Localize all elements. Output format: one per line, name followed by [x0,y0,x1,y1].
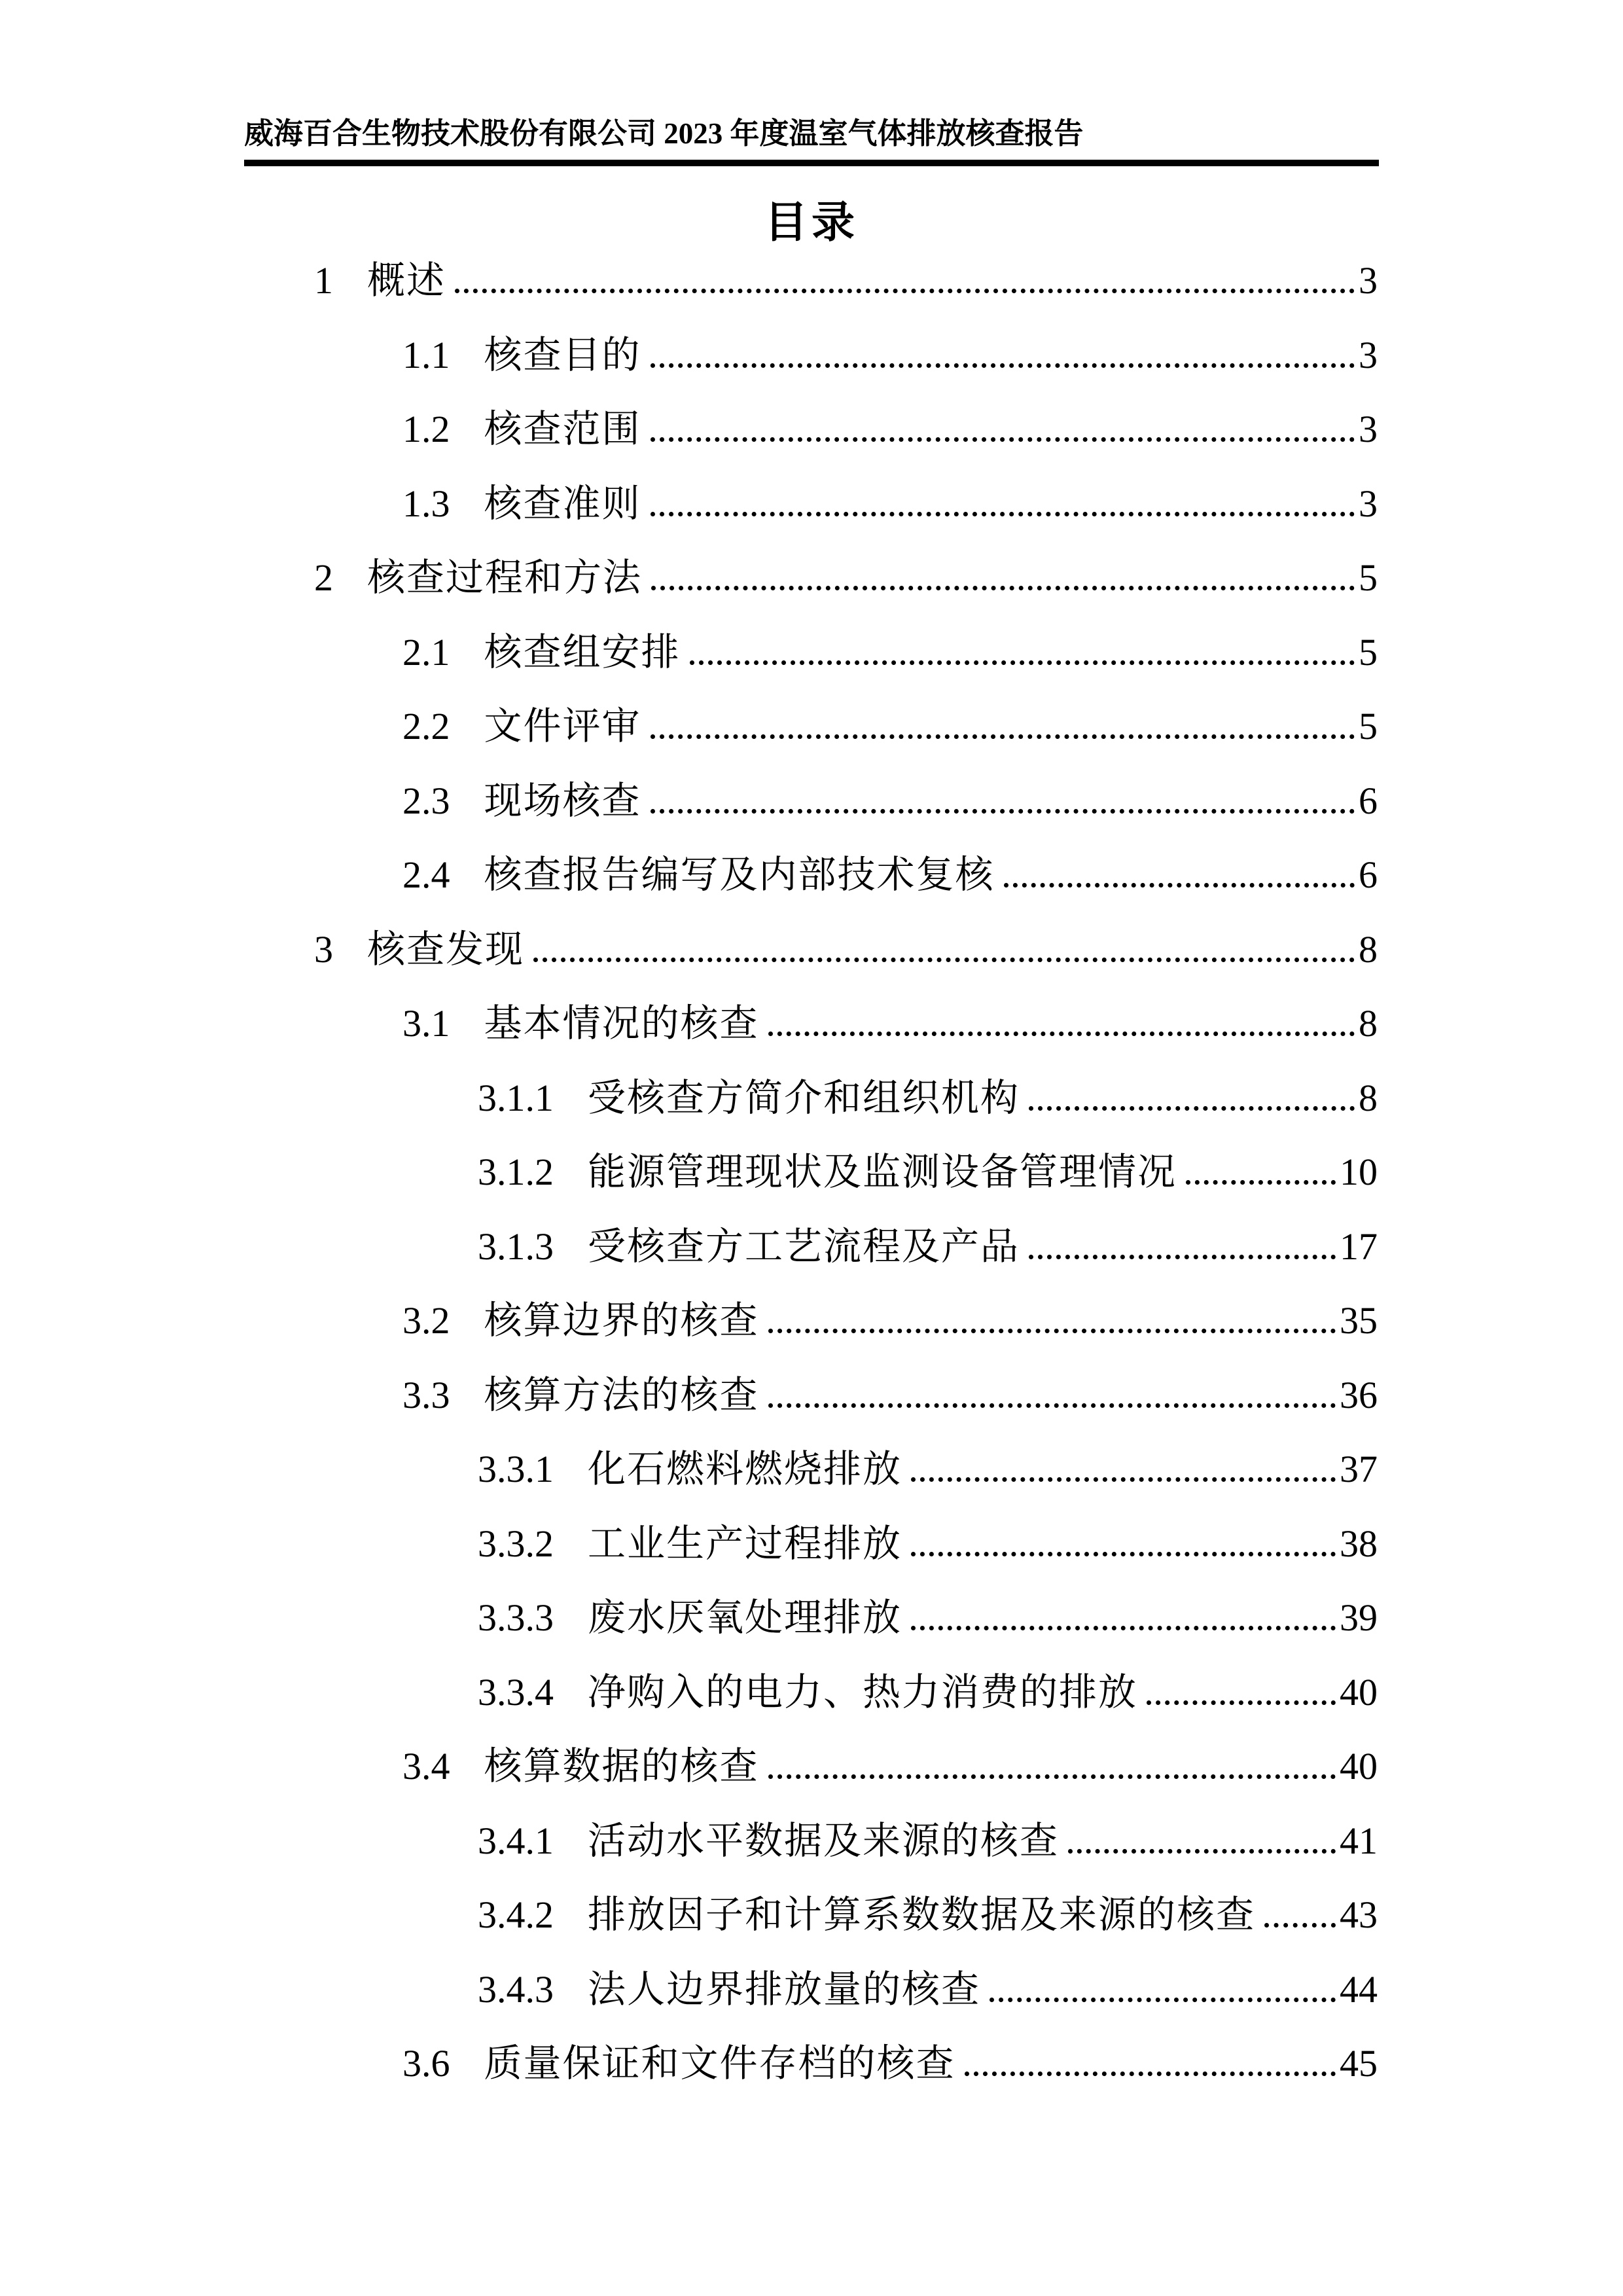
toc-entry-title: 核算数据的核查 [484,1745,759,1787]
toc-entry-page: 37 [1340,1448,1378,1490]
toc-entry[interactable] [245,1061,1378,1136]
toc-entry-page: 6 [1359,779,1378,822]
toc-entry[interactable] [245,689,1378,764]
toc-entry-page: 40 [1340,1745,1378,1787]
toc-entry-page: 39 [1340,1596,1378,1639]
dot-leader [651,809,1355,814]
toc-entry-number: 3.4.3 [478,1967,554,2011]
toc-entry-title: 法人边界排放量的核查 [588,1967,981,2011]
toc-entry-page: 44 [1340,1967,1378,2011]
dot-leader [651,512,1355,516]
toc-entry-page: 3 [1359,333,1378,376]
toc-entry-page: 6 [1359,853,1378,896]
toc-entry-number: 3.3 [402,1373,450,1416]
toc-entry-page: 45 [1340,2042,1378,2085]
toc-entry-number: 2 [314,556,333,599]
dot-leader [965,2072,1336,2076]
toc-entry[interactable] [245,838,1378,912]
dot-leader [1068,1849,1336,1854]
toc-entry-number: 3.3.3 [478,1596,554,1639]
toc-entry-title: 核算方法的核查 [484,1373,759,1416]
header-title: 威海百合生物技术股份有限公司 2023 年度温室气体排放核查报告 [244,117,1084,150]
dot-leader [768,1403,1336,1408]
toc-entry-page: 40 [1340,1670,1378,1713]
toc-entry-title: 排放因子和计算系数数据及来源的核查 [588,1893,1256,1936]
dot-leader [1264,1923,1336,1928]
toc-entry-number: 3.4.2 [478,1893,554,1936]
toc-entry[interactable] [245,1135,1378,1210]
toc-entry-number: 1.2 [402,408,450,450]
dot-leader [651,363,1355,368]
toc-entry[interactable] [245,1283,1378,1358]
toc-entry-page: 43 [1340,1893,1378,1936]
toc-entry-number: 3.6 [402,2042,450,2085]
dot-leader [651,586,1355,590]
toc-entry-title: 废水厌氧处理排放 [588,1596,902,1639]
toc-entry[interactable] [245,467,1378,541]
dot-leader [911,1477,1336,1482]
toc-entry[interactable] [245,986,1378,1061]
toc-entry-page: 10 [1340,1151,1378,1193]
toc-entry-page: 17 [1340,1225,1378,1268]
toc-entry-title: 能源管理现状及监测设备管理情况 [588,1151,1177,1193]
dot-leader [990,1998,1336,2002]
toc-entry-number: 2.2 [402,705,450,747]
toc-entry-page: 41 [1340,1819,1378,1862]
dot-leader [768,1031,1355,1036]
dot-leader [533,958,1355,962]
toc-entry-page: 35 [1340,1299,1378,1342]
toc-entry-number: 1 [314,259,333,302]
toc-title: 目录 [764,199,859,247]
toc-entry-title: 核查范围 [484,408,641,450]
dot-leader [1004,883,1355,888]
dot-leader [1186,1180,1336,1185]
dot-leader [455,289,1355,293]
toc-entry-title: 受核查方简介和组织机构 [588,1076,1020,1119]
toc-entry-title: 概述 [367,259,446,302]
toc-entry-number: 3.1.3 [478,1225,554,1268]
toc-entry-number: 3.3.4 [478,1670,554,1713]
toc-entry[interactable] [245,392,1378,467]
toc-section [245,195,1378,2101]
toc-entry[interactable] [245,912,1378,987]
dot-leader [768,1774,1336,1779]
toc-entry-title: 化石燃料燃烧排放 [588,1448,902,1490]
toc-entry[interactable] [245,1804,1378,1878]
dot-leader [1029,1255,1336,1259]
toc-entry-number: 2.1 [402,630,450,673]
toc-entry[interactable] [245,1507,1378,1581]
toc-entry[interactable] [245,1210,1378,1284]
toc-entry[interactable] [245,1655,1378,1730]
toc-entry-number: 3.4 [402,1745,450,1787]
toc-entry-number: 3 [314,927,333,971]
toc-entry-number: 3.3.2 [478,1522,554,1565]
toc-entry-title: 核查报告编写及内部技术复核 [484,853,995,896]
page-header [244,115,1379,166]
toc-entry-page: 3 [1359,482,1378,525]
toc-entry-page: 8 [1359,1002,1378,1045]
toc-entry[interactable] [245,541,1378,615]
toc-entry-title: 核查目的 [484,333,641,376]
toc-entry-number: 3.1.2 [478,1151,554,1193]
toc-entry-title: 文件评审 [484,705,641,747]
toc-entry-title: 核查组安排 [484,630,681,673]
toc-entry-title: 基本情况的核查 [484,1002,759,1045]
toc-entry-page: 8 [1359,927,1378,971]
toc-entry-number: 3.4.1 [478,1819,554,1862]
toc-entry[interactable] [245,1952,1378,2027]
dot-leader [1029,1106,1355,1111]
toc-entry[interactable] [245,764,1378,838]
toc-entry-number: 1.3 [402,482,450,525]
toc-entry-number: 3.3.1 [478,1448,554,1490]
toc-entry[interactable] [245,243,1378,318]
toc-entry-title: 活动水平数据及来源的核查 [588,1819,1060,1862]
toc-entry-title: 核算边界的核查 [484,1299,759,1342]
toc-entry-page: 5 [1359,556,1378,599]
toc-entry-number: 1.1 [402,333,450,376]
toc-list [245,243,1378,2101]
toc-entry[interactable] [245,1432,1378,1507]
dot-leader [1147,1700,1336,1705]
toc-entry-page: 5 [1359,630,1378,673]
toc-entry[interactable] [245,615,1378,690]
toc-entry-title: 核查过程和方法 [367,556,643,599]
toc-entry-number: 2.3 [402,779,450,822]
toc-entry[interactable] [245,1878,1378,1952]
toc-entry-page: 3 [1359,259,1378,302]
toc-entry-title: 工业生产过程排放 [588,1522,902,1565]
dot-leader [911,1552,1336,1556]
toc-entry-page: 5 [1359,705,1378,747]
toc-entry-page: 3 [1359,408,1378,450]
toc-entry-title: 受核查方工艺流程及产品 [588,1225,1020,1268]
toc-entry-title: 核查发现 [367,927,525,971]
toc-entry-number: 3.1 [402,1002,450,1045]
dot-leader [651,734,1355,739]
dot-leader [768,1329,1336,1333]
toc-entry[interactable] [245,1729,1378,1804]
toc-entry-title: 核查准则 [484,482,641,525]
toc-entry[interactable] [245,2026,1378,2101]
toc-entry-title: 净购入的电力、热力消费的排放 [588,1670,1138,1713]
toc-entry-title: 质量保证和文件存档的核查 [484,2042,955,2085]
toc-entry[interactable] [245,1581,1378,1655]
toc-entry-number: 2.4 [402,853,450,896]
toc-entry-page: 8 [1359,1076,1378,1119]
toc-entry[interactable] [245,318,1378,393]
toc-entry-page: 36 [1340,1373,1378,1416]
toc-entry-number: 3.1.1 [478,1076,554,1119]
dot-leader [690,660,1355,665]
dot-leader [651,437,1355,442]
toc-entry[interactable] [245,1358,1378,1433]
dot-leader [911,1626,1336,1630]
toc-entry-title: 现场核查 [484,779,641,822]
toc-entry-page: 38 [1340,1522,1378,1565]
toc-entry-number: 3.2 [402,1299,450,1342]
